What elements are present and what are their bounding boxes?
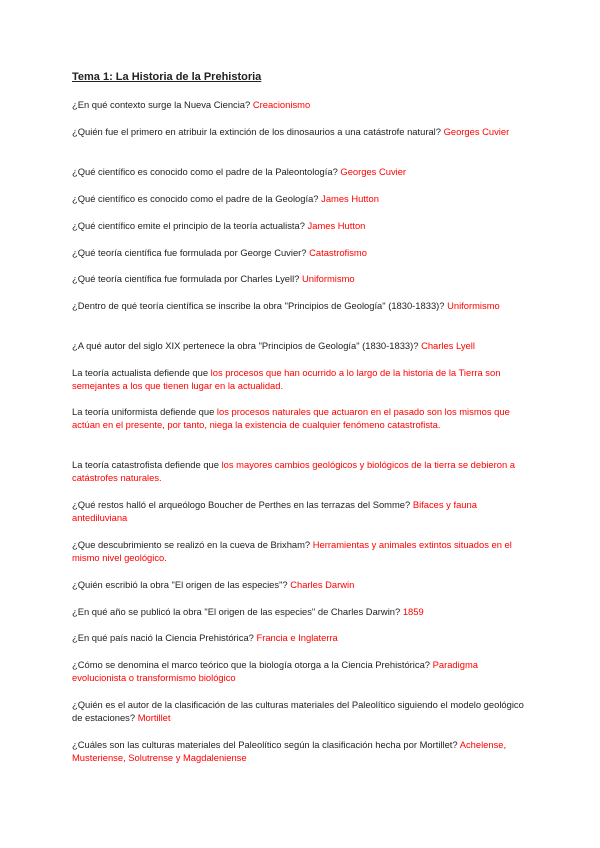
qa-item	[72, 578, 528, 591]
answer-text: los procesos que han ocurrido a lo largo de la historia de la Tierra son semejantes a los que tienen lugar en la actualidad.	[72, 367, 501, 392]
question-text: ¿Qué científico es conocido como el padre de la Geología?	[72, 193, 319, 204]
qa-item	[72, 631, 528, 644]
question-text: ¿Quién escribió la obra "El origen de las especies"?	[72, 579, 288, 590]
answer-text: Charles Darwin	[290, 579, 355, 590]
qa-item	[72, 272, 528, 285]
document-title: Tema 1: La Historia de la Prehistoria	[72, 71, 262, 83]
answer-text: Uniformismo	[301, 273, 355, 284]
question-text: ¿En qué país nació la Ciencia Prehistórica?	[72, 632, 254, 643]
answer-text: Georges Cuvier	[443, 126, 510, 137]
question-text: ¿Qué teoría científica fue formulada por Charles Lyell?	[72, 273, 300, 284]
question-text: ¿Qué restos halló el arqueólogo Boucher de Perthes en las terrazas del Somme?	[72, 499, 411, 510]
question-text: ¿Cómo se denomina el marco teórico que la biología otorga a la Ciencia Prehistórica?	[72, 659, 431, 670]
answer-text: Georges Cuvier	[340, 166, 407, 177]
qa-item	[72, 538, 528, 565]
question-text: ¿Qué teoría científica fue formulada por George Cuvier?	[72, 247, 307, 258]
answer-text: Francia e Inglaterra	[256, 632, 338, 643]
question-text: La teoría actualista defiende que	[72, 367, 209, 378]
answer-text: Catastrofismo	[309, 247, 367, 258]
qa-item	[72, 219, 528, 232]
qa-item	[72, 498, 528, 525]
question-text: ¿En qué año se publicó la obra "El origen de las especies" de Charles Darwin?	[72, 606, 401, 617]
question-text: ¿Quién es el autor de la clasificación de las culturas materiales del Paleolítico siguiendo el modelo geológico de estaciones?	[72, 699, 524, 724]
qa-item	[72, 366, 528, 393]
question-text: ¿Qué científico emite el principio de la teoría actualista?	[72, 220, 305, 231]
answer-text: los procesos naturales que actuaron en el pasado son los mismos que actúan en el presente, por tanto, niega la existencia de cualquier fenómeno catastrofista.	[72, 406, 510, 431]
qa-item	[72, 246, 528, 259]
answer-text: Bifaces y fauna antediluviana	[72, 499, 477, 524]
qa-item	[72, 165, 528, 178]
qa-item	[72, 658, 528, 685]
question-text: La teoría uniformista defiende que	[72, 406, 215, 417]
qa-item	[72, 458, 528, 485]
question-text: ¿Cuáles son las culturas materiales del Paleolítico según la clasificación hecha por Mortillet?	[72, 739, 458, 750]
question-text: ¿Quién fue el primero en atribuir la extinción de los dinosaurios a una catástrofe natural?	[72, 126, 441, 137]
qa-item	[72, 299, 528, 312]
question-text: ¿En qué contexto surge la Nueva Ciencia?	[72, 99, 251, 110]
answer-text: Creacionismo	[252, 99, 311, 110]
qa-item	[72, 405, 528, 432]
qa-item	[72, 605, 528, 618]
answer-text: James Hutton	[307, 220, 366, 231]
answer-text: Paradigma evolucionista o transformismo biológico	[72, 659, 478, 684]
answer-text: James Hutton	[321, 193, 379, 204]
question-text: ¿Que descubrimiento se realizó en la cueva de Brixham?	[72, 539, 311, 550]
qa-item	[72, 125, 528, 138]
answer-text: Achelense, Musteriense, Solutrense y Magdaleniense	[72, 739, 507, 764]
answer-text: Herramientas y animales extintos situados en el mismo nivel geológico.	[72, 539, 512, 564]
answer-text: Charles Lyell	[421, 340, 475, 351]
qa-item	[72, 339, 528, 352]
answer-text: los mayores cambios geológicos y biológicos de la tierra se debieron a catástrofes naturales.	[72, 459, 515, 484]
qa-item	[72, 98, 528, 111]
answer-text: Mortillet	[137, 712, 171, 724]
question-text: ¿Dentro de qué teoría científica se inscribe la obra "Principios de Geología" (1830-1833)?	[72, 300, 445, 311]
qa-item	[72, 698, 528, 725]
answer-text: Uniformismo	[447, 300, 500, 311]
qa-item	[72, 192, 528, 205]
question-text: ¿Qué científico es conocido como el padre de la Paleontología?	[72, 166, 338, 177]
question-text: La teoría catastrofista defiende que	[72, 459, 219, 470]
answer-text: 1859	[402, 606, 424, 617]
qa-item	[72, 738, 528, 765]
question-text: ¿A qué autor del siglo XIX pertenece la obra "Principios de Geología" (1830-1833)?	[72, 340, 419, 351]
